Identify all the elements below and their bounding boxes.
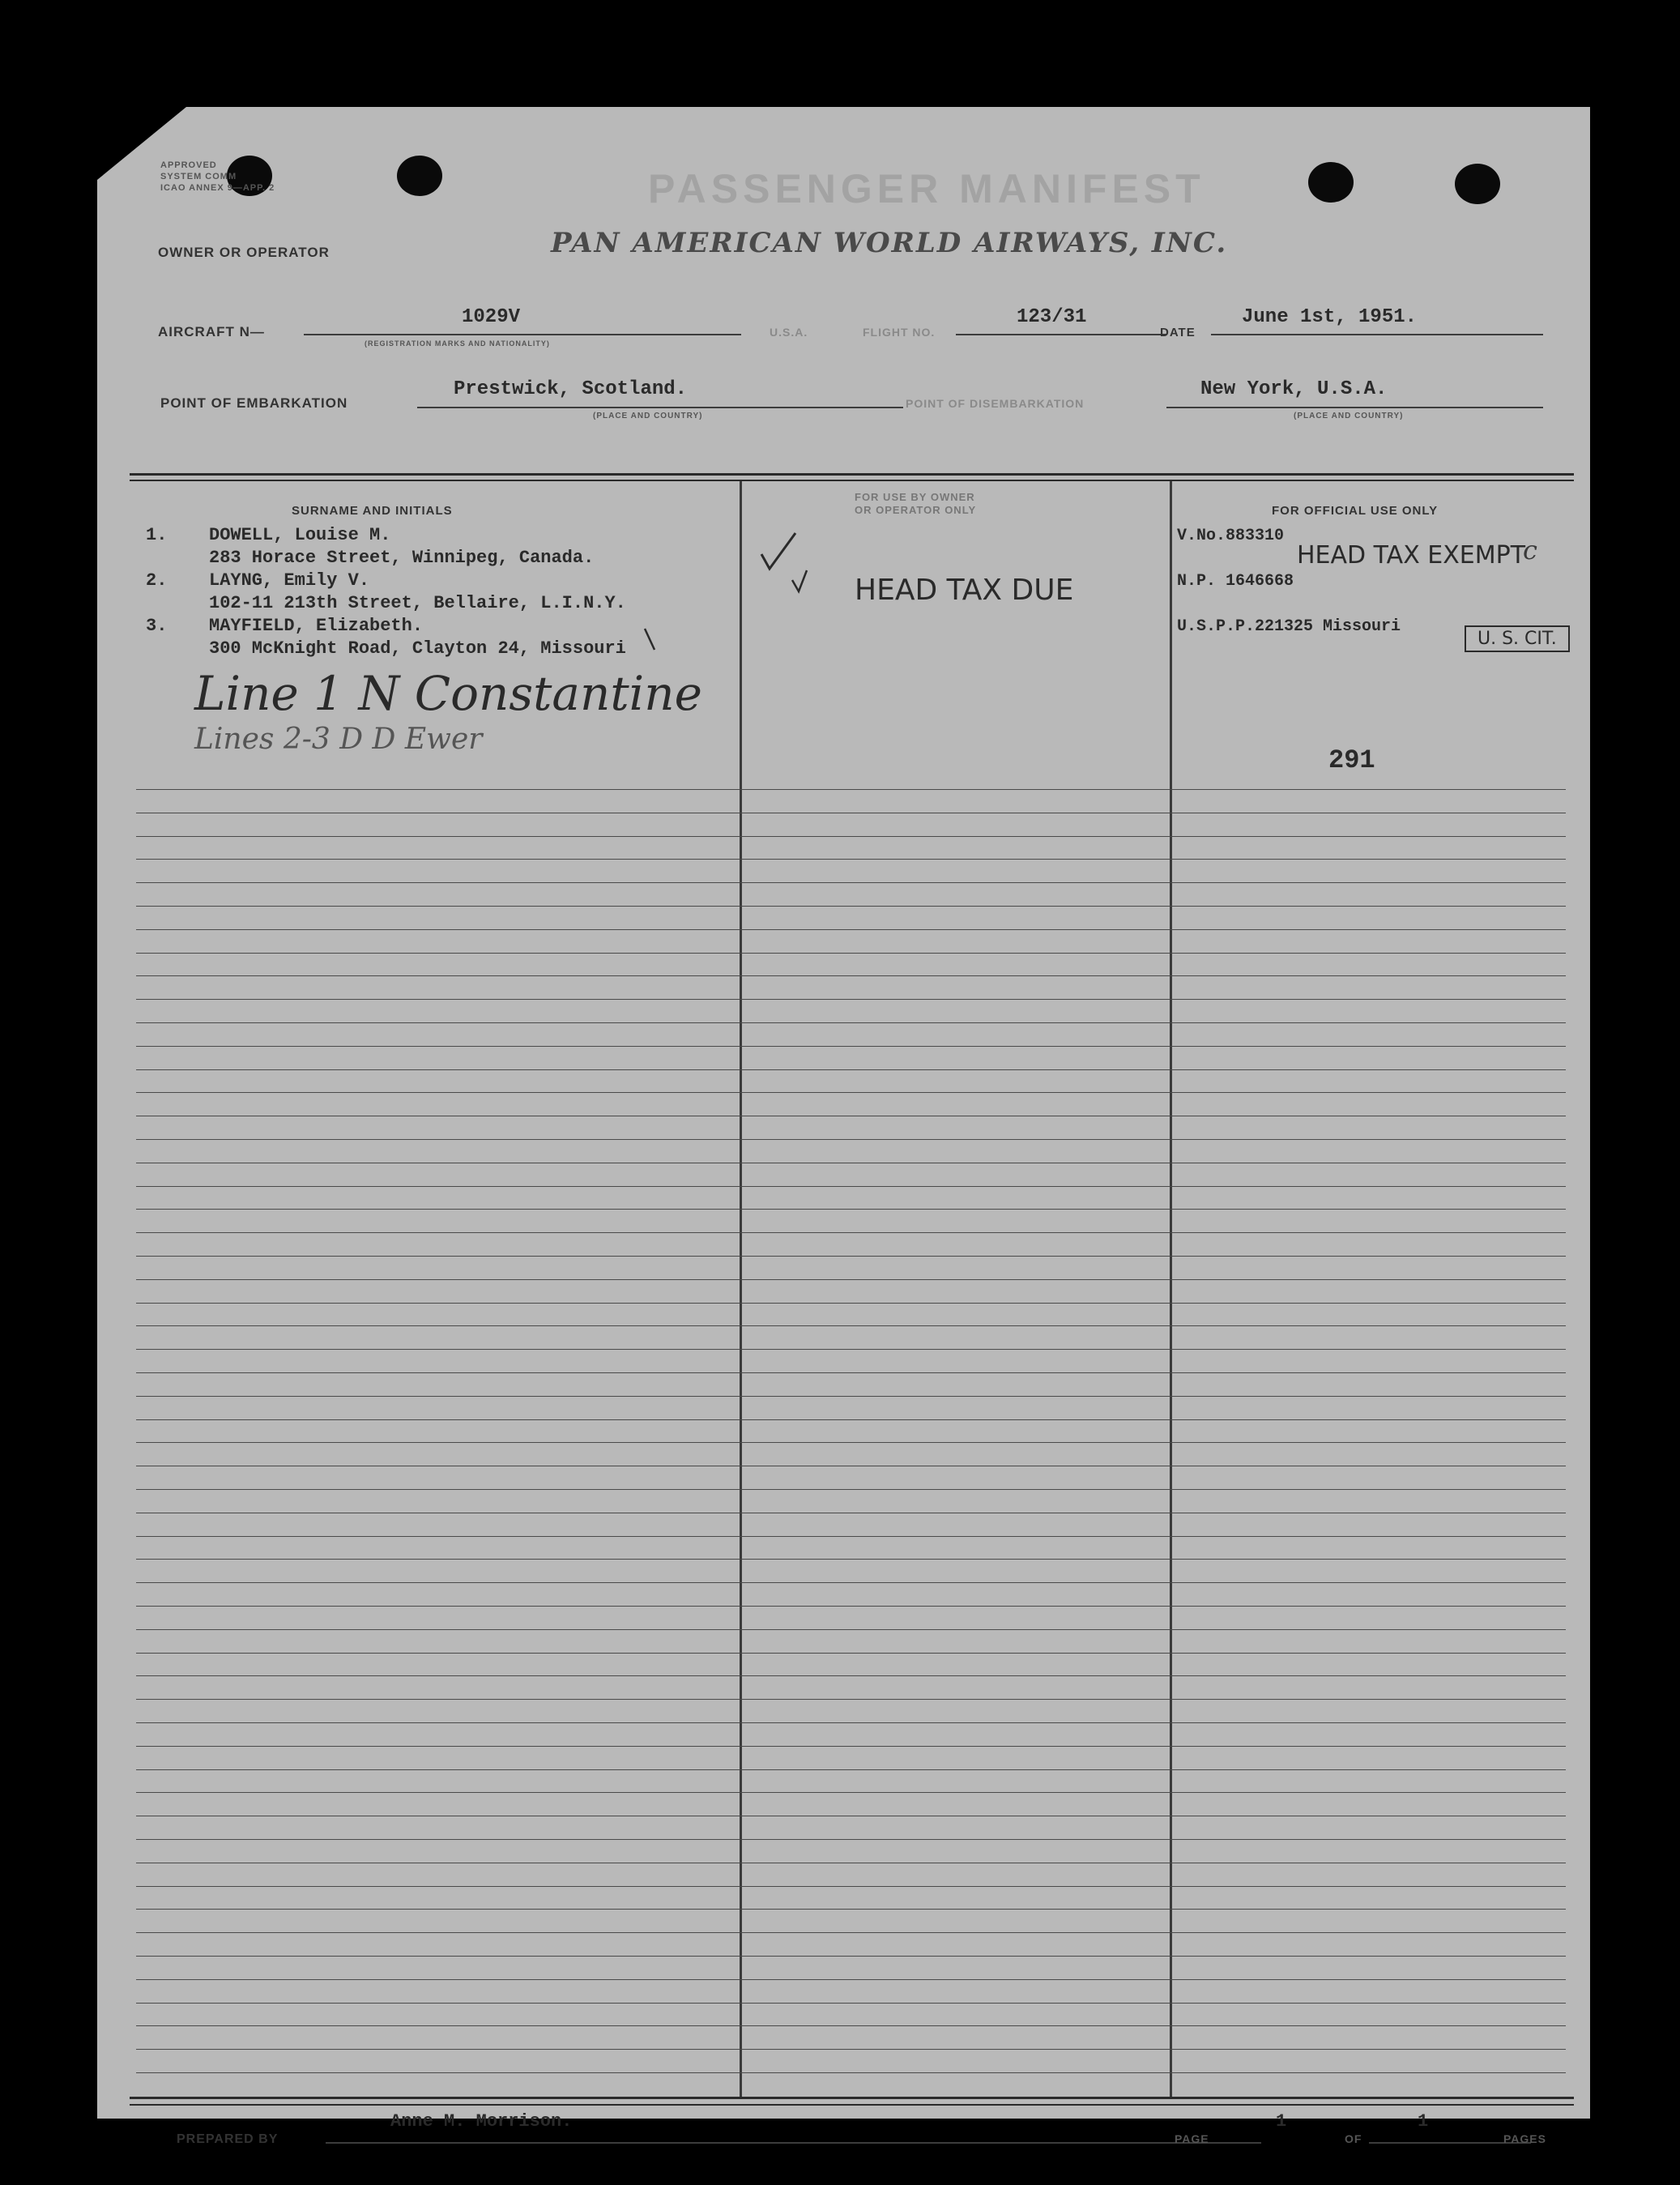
handwritten-line1: Line 1 N Constantine: [194, 666, 702, 721]
ruled-line: [136, 1582, 1566, 1583]
flight-underline: [956, 334, 1166, 335]
table-bottom-rule: [130, 2104, 1574, 2106]
prepared-value: Anne M. Morrison.: [390, 2111, 573, 2132]
handwritten-lines23: Lines 2-3 D D Ewer: [194, 723, 483, 756]
embark-underline: [417, 407, 903, 408]
ruled-line: [136, 2025, 1566, 2026]
prepared-label: PREPARED BY: [177, 2132, 279, 2146]
embark-sub: (PLACE AND COUNTRY): [593, 412, 703, 420]
official-number: 291: [1328, 745, 1375, 775]
ruled-line: [136, 1979, 1566, 1980]
ruled-line: [136, 1956, 1566, 1957]
ruled-line: [136, 1932, 1566, 1933]
table-top-rule: [130, 473, 1574, 476]
ruled-line: [136, 1909, 1566, 1910]
page-label: PAGE: [1175, 2132, 1209, 2145]
ruled-line: [136, 1699, 1566, 1700]
passenger-address: 102-11 213th Street, Bellaire, L.I.N.Y.: [209, 593, 626, 613]
ruled-line: [136, 1046, 1566, 1047]
approval-line: APPROVED: [160, 160, 217, 170]
ruled-line: [136, 1536, 1566, 1537]
embark-value: Prestwick, Scotland.: [454, 378, 688, 400]
head-tax-due-stamp: HEAD TAX DUE: [855, 574, 1074, 607]
ruled-line: [136, 1442, 1566, 1443]
disembark-sub: (PLACE AND COUNTRY): [1294, 412, 1404, 420]
aircraft-value: 1029V: [462, 306, 521, 328]
ruled-line: [136, 2072, 1566, 2073]
col-header-official: FOR OFFICIAL USE ONLY: [1272, 504, 1439, 518]
ruled-line: [136, 1559, 1566, 1560]
ruled-line: [136, 836, 1566, 837]
ruled-line: [136, 1349, 1566, 1350]
ruled-line: [136, 1372, 1566, 1373]
form-title: PASSENGER MANIFEST: [648, 166, 1205, 211]
flight-value: 123/31: [1017, 306, 1087, 328]
approval-line: ICAO ANNEX 9—APP. 2: [160, 183, 275, 193]
passenger-num: 1.: [146, 525, 168, 545]
ruled-line: [136, 1629, 1566, 1630]
pages-label: PAGES: [1503, 2132, 1546, 2145]
ruled-line: [136, 1839, 1566, 1840]
us-cit-stamp: U. S. CIT.: [1465, 625, 1570, 652]
ruled-line: [136, 1256, 1566, 1257]
head-tax-exempt-stamp: HEAD TAX EXEMPT: [1297, 541, 1526, 570]
ruled-line: [136, 859, 1566, 860]
ruled-line: [136, 1722, 1566, 1723]
passenger-address: 283 Horace Street, Winnipeg, Canada.: [209, 548, 595, 568]
ruled-line: [136, 1419, 1566, 1420]
embark-label: POINT OF EMBARKATION: [160, 395, 348, 411]
ruled-line: [136, 953, 1566, 954]
table-top-rule: [130, 480, 1574, 481]
passenger-name: MAYFIELD, Elizabeth.: [209, 616, 424, 636]
passenger-name: DOWELL, Louise M.: [209, 525, 391, 545]
owner-value: PAN AMERICAN WORLD AIRWAYS, INC.: [551, 227, 1228, 259]
ruled-line: [136, 1769, 1566, 1770]
punch-hole: [1308, 162, 1354, 203]
col-header-owner-1: FOR USE BY OWNER: [855, 491, 975, 503]
manifest-sheet: [97, 107, 1590, 2146]
ruled-line: [136, 2003, 1566, 2004]
aircraft-underline: [304, 334, 741, 335]
passenger-name: LAYNG, Emily V.: [209, 570, 370, 591]
ruled-line: [136, 1279, 1566, 1280]
aircraft-label: AIRCRAFT N—: [158, 324, 265, 339]
approval-line: SYSTEM COMM: [160, 172, 237, 181]
ruled-line: [136, 1396, 1566, 1397]
ruled-line: [136, 1886, 1566, 1887]
official-entry: V.No.883310: [1177, 527, 1285, 545]
ruled-line: [136, 1022, 1566, 1023]
col-header-surname: SURNAME AND INITIALS: [292, 504, 453, 518]
usa-label: U.S.A.: [770, 326, 808, 339]
ruled-line: [136, 1186, 1566, 1187]
ruled-line: [136, 789, 1566, 790]
date-value: June 1st, 1951.: [1242, 306, 1418, 328]
ruled-line: [136, 2049, 1566, 2050]
date-underline: [1211, 334, 1543, 335]
ruled-line: [136, 1303, 1566, 1304]
of-value: 1: [1418, 2111, 1429, 2132]
disembark-underline: [1166, 407, 1543, 408]
passenger-num: 3.: [146, 616, 168, 636]
ruled-line: [136, 1489, 1566, 1490]
disembark-value: New York, U.S.A.: [1200, 378, 1388, 400]
ruled-line: [136, 1069, 1566, 1070]
column-divider: [740, 481, 742, 2098]
page-value: 1: [1276, 2111, 1287, 2132]
checkmark-icon: [745, 522, 842, 619]
ruled-line: [136, 1325, 1566, 1326]
ruled-line: [136, 929, 1566, 930]
ruled-line: [136, 906, 1566, 907]
stamp-handwritten-mark: c: [1523, 535, 1537, 565]
col-header-owner-2: OR OPERATOR ONLY: [855, 504, 977, 516]
official-entry: N.P. 1646668: [1177, 572, 1294, 591]
ruled-line: [136, 1139, 1566, 1140]
date-label: DATE: [1160, 326, 1196, 339]
of-label: OF: [1345, 2132, 1362, 2145]
ruled-line: [136, 1092, 1566, 1093]
prepared-underline: [326, 2142, 1261, 2144]
official-entry: U.S.P.P.221325 Missouri: [1177, 617, 1401, 636]
table-bottom-rule: [130, 2097, 1574, 2099]
owner-label: OWNER OR OPERATOR: [158, 245, 330, 260]
ruled-line: [136, 1792, 1566, 1793]
punch-hole: [397, 156, 442, 196]
tick-mark-icon: [622, 625, 671, 666]
ruled-line: [136, 882, 1566, 883]
ruled-line: [136, 1746, 1566, 1747]
ruled-line: [136, 1232, 1566, 1233]
ruled-line: [136, 1675, 1566, 1676]
ruled-line: [136, 1653, 1566, 1654]
disembark-label: POINT OF DISEMBARKATION: [906, 397, 1085, 410]
ruled-line: [136, 975, 1566, 976]
passenger-num: 2.: [146, 570, 168, 591]
ruled-line: [136, 1209, 1566, 1210]
punch-hole: [1455, 164, 1500, 204]
passenger-address: 300 McKnight Road, Clayton 24, Missouri: [209, 638, 626, 659]
ruled-line: [136, 999, 1566, 1000]
flight-label: FLIGHT NO.: [863, 326, 936, 339]
aircraft-sub: (REGISTRATION MARKS AND NATIONALITY): [365, 339, 550, 348]
ruled-line: [136, 1606, 1566, 1607]
column-divider: [1170, 481, 1172, 2098]
